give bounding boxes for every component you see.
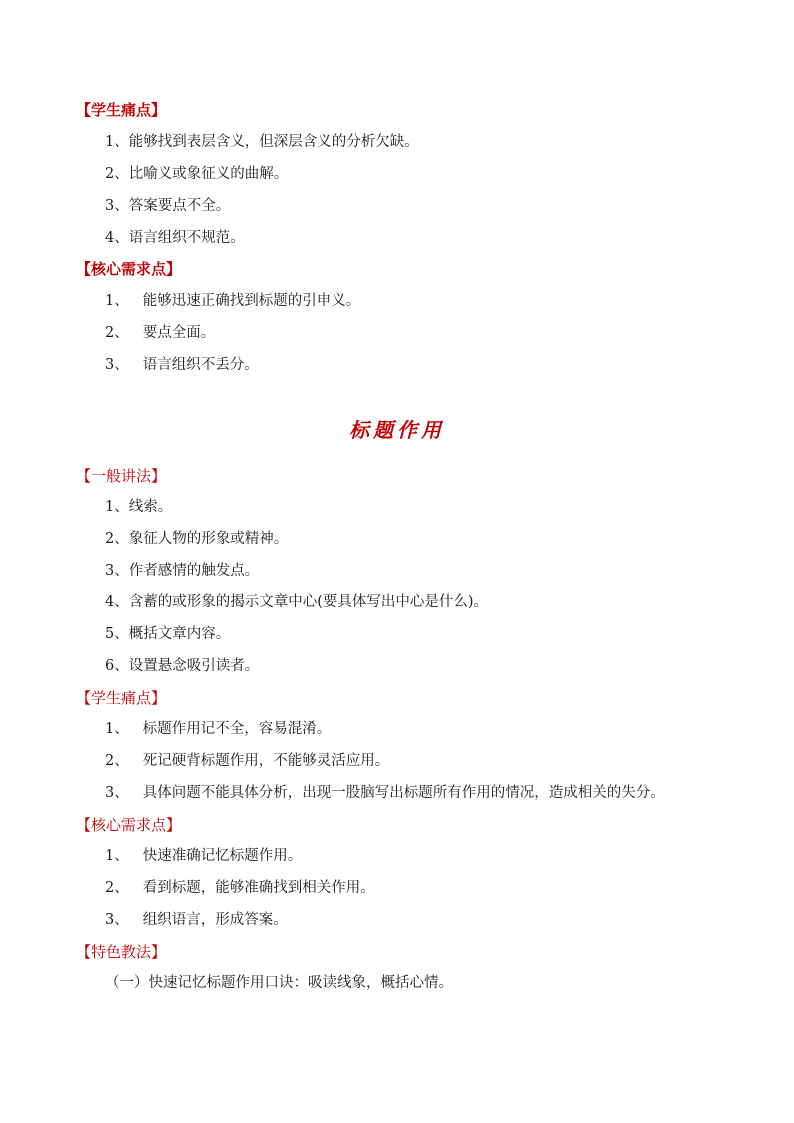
core-need-heading: 【核心需求点】 — [76, 260, 182, 278]
need2-item-2: 2、 看到标题，能够准确找到相关作用。 — [105, 880, 375, 896]
pain2-item-2: 2、 死记硬背标题作用，不能够灵活应用。 — [105, 753, 390, 769]
need2-item-3: 3、 组织语言，形成答案。 — [105, 912, 288, 928]
pain2-item-3: 3、 具体问题不能具体分析，出现一股脑写出标题所有作用的情况，造成相关的失分。 — [105, 785, 665, 801]
general-method-heading: 【一般讲法】 — [76, 467, 167, 485]
student-pain-heading-2: 【学生痛点】 — [76, 689, 167, 707]
general-item-2: 2、象征人物的形象或精神。 — [105, 531, 289, 547]
section-title: 标题作用 — [349, 418, 445, 442]
pain-item-2: 2、比喻义或象征义的曲解。 — [105, 166, 289, 182]
mnemonic-line: （一）快速记忆标题作用口诀：吸读线象，概括心情。 — [105, 975, 453, 991]
need2-item-1: 1、 快速准确记忆标题作用。 — [105, 848, 303, 864]
pain-item-3: 3、答案要点不全。 — [105, 198, 231, 214]
special-method-heading: 【特色教法】 — [76, 943, 167, 961]
general-item-5: 5、概括文章内容。 — [105, 626, 231, 642]
general-item-1: 1、线索。 — [105, 499, 173, 515]
student-pain-heading: 【学生痛点】 — [76, 101, 167, 119]
general-item-4: 4、含蓄的或形象的揭示文章中心(要具体写出中心是什么)。 — [105, 594, 489, 610]
pain-item-1: 1、能够找到表层含义，但深层含义的分析欠缺。 — [105, 134, 419, 150]
need-item-1: 1、 能够迅速正确找到标题的引申义。 — [105, 293, 361, 309]
pain-item-4: 4、语言组织不规范。 — [105, 230, 245, 246]
general-item-6: 6、设置悬念吸引读者。 — [105, 658, 260, 674]
need-item-2: 2、 要点全面。 — [105, 325, 216, 341]
pain2-item-1: 1、 标题作用记不全，容易混淆。 — [105, 721, 332, 737]
general-item-3: 3、作者感情的触发点。 — [105, 563, 260, 579]
need-item-3: 3、 语言组织不丢分。 — [105, 357, 259, 373]
core-need-heading-2: 【核心需求点】 — [76, 816, 182, 834]
